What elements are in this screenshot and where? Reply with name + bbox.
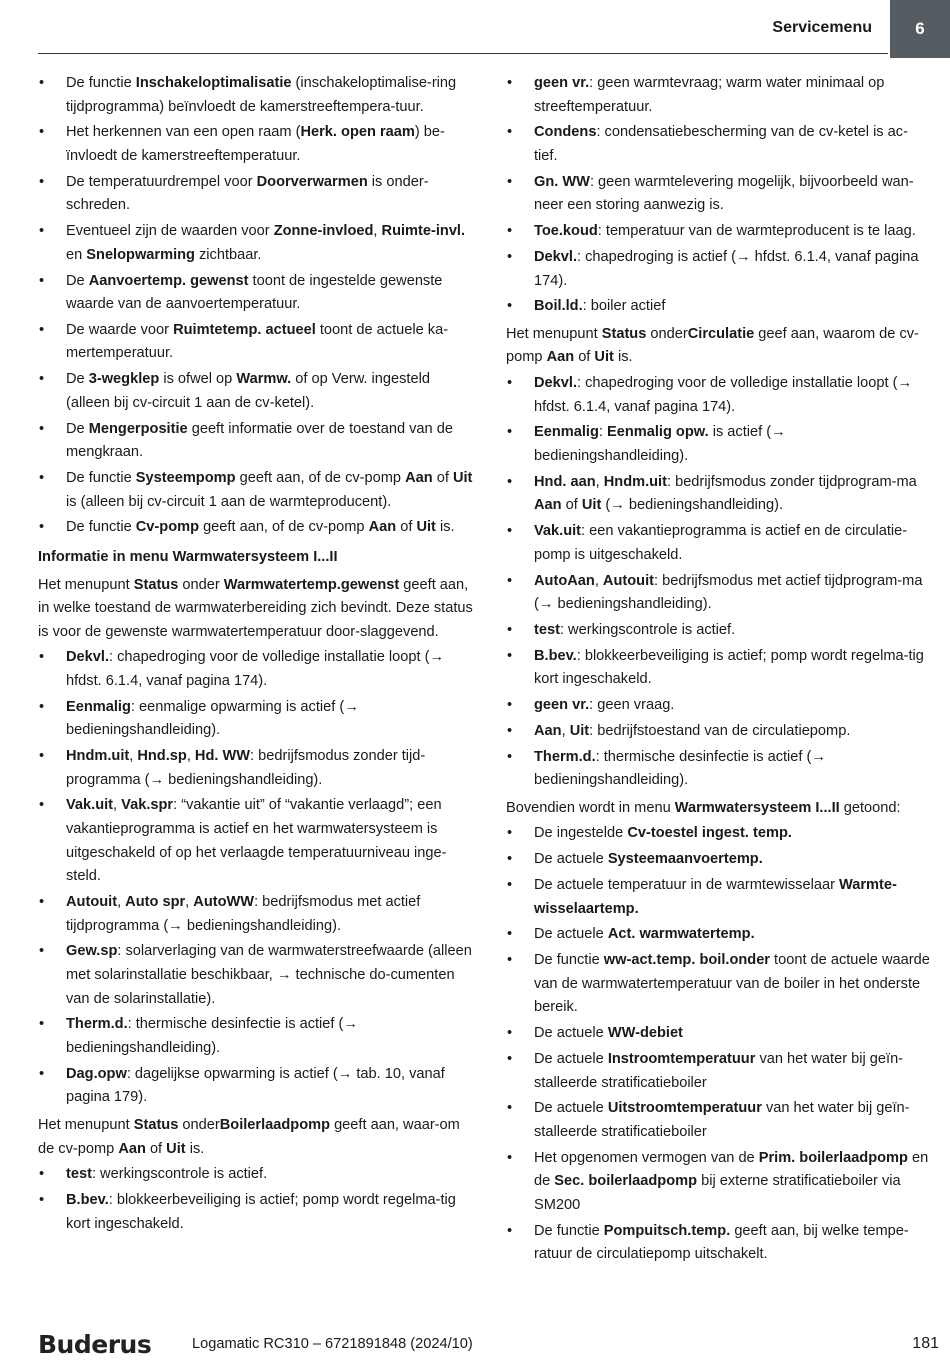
- text-run: : condensatiebescherming van de cv-ketel is ac-tief.: [534, 124, 908, 164]
- bold-term: Hnd. aan: [534, 473, 596, 490]
- list-item: [38, 72, 474, 119]
- text-run: is (alleen bij cv-circuit 1 aan de warmteproducent).: [66, 493, 392, 510]
- bold-term: Eenmalig: [534, 424, 599, 441]
- bold-term: Systeemaanvoertemp.: [607, 851, 763, 868]
- bold-term: Hndm.uit: [603, 473, 667, 490]
- text-run: getoond:: [839, 799, 901, 816]
- bold-term: Auto spr: [125, 894, 186, 911]
- bold-term: geen vr.: [534, 697, 590, 714]
- bold-term: Warmte-wisselaartemp.: [534, 877, 897, 917]
- list-item: [38, 121, 474, 168]
- text-run: is.: [435, 519, 455, 536]
- bold-term: Hndm.uit: [66, 748, 130, 765]
- bold-term: Vak.uit: [66, 797, 114, 814]
- list-item: [38, 1189, 474, 1236]
- bold-term: Vak.uit: [534, 523, 582, 540]
- text-run: of: [432, 470, 453, 486]
- text-run: :: [598, 424, 607, 441]
- bullet-list: [506, 72, 930, 319]
- bold-term: Herk. open raam: [300, 124, 415, 141]
- text-run: en de: [534, 1149, 929, 1190]
- list-item: [506, 220, 930, 244]
- list-item: [38, 467, 474, 514]
- text-run: ,: [113, 797, 122, 814]
- bullet-list: [38, 646, 474, 1110]
- section-heading: [38, 546, 474, 570]
- list-item: [506, 720, 930, 744]
- text-run: Bovendien wordt in menu: [506, 799, 675, 816]
- text-run: geeft informatie over de toestand van de mengkraan.: [66, 420, 453, 461]
- bold-term: Uit: [452, 470, 473, 486]
- right-column: [506, 72, 930, 1269]
- list-item: [506, 1022, 930, 1046]
- text-run: : bedrijfsmodus met actief tijdprogramma (→ bedieningshandleiding).: [66, 894, 421, 934]
- text-run: De ingestelde: [534, 825, 628, 842]
- bold-term: Instroomtemperatuur: [607, 1050, 756, 1067]
- list-item: [38, 1013, 474, 1060]
- text-run: : geen warmtevraag; warm water minimaal op streeftemperatuur.: [534, 75, 885, 115]
- bold-term: Uit: [569, 722, 590, 739]
- list-item: [506, 1048, 930, 1095]
- text-run: : chapedroging is actief (→ hfdst. 6.1.4, vanaf pagina 174).: [534, 248, 919, 289]
- text-run: zichtbaar.: [194, 246, 262, 263]
- bold-term: Uitstroomtemperatuur: [607, 1100, 762, 1117]
- text-run: geeft aan, of de cv-pomp: [199, 519, 369, 536]
- text-run: De: [66, 371, 89, 388]
- paragraph: [38, 1114, 474, 1161]
- bold-term: Ruimte-invl.: [381, 223, 466, 240]
- text-run: De functie: [66, 470, 136, 486]
- list-item: [38, 794, 474, 888]
- text-run: of: [396, 519, 417, 536]
- bold-term: ww-act.temp. boil.onder: [603, 952, 770, 969]
- text-run: : thermische desinfectie is actief (→ bedieningshandleiding).: [534, 748, 826, 789]
- bold-term: test: [534, 621, 560, 638]
- bold-term: geen vr.: [534, 75, 590, 91]
- bullet-list: [38, 72, 474, 540]
- bold-term: Dekvl.: [534, 375, 577, 392]
- bold-term: Prim. boilerlaadpomp: [758, 1149, 908, 1166]
- bold-term: Aan: [405, 470, 433, 486]
- list-item: [506, 295, 930, 319]
- bold-term: Autouit: [602, 572, 654, 589]
- list-item: [506, 1220, 930, 1267]
- bold-term: B.bev.: [66, 1191, 109, 1208]
- bold-term: Doorverwarmen: [256, 173, 368, 190]
- text-run: De functie: [66, 75, 136, 91]
- list-item: [506, 1147, 930, 1218]
- text-run: ,: [129, 748, 138, 765]
- text-run: : boiler actief: [582, 298, 666, 315]
- text-run: : thermische desinfectie is actief (→ bedieningshandleiding).: [66, 1016, 358, 1056]
- text-run: ) be-ïnvloedt de kamerstreeftemperatuur.: [66, 124, 445, 164]
- text-run: : werkingscontrole is actief.: [91, 1166, 268, 1183]
- bold-term: Zonne-invloed: [273, 223, 374, 240]
- text-run: ,: [185, 894, 194, 911]
- text-run: De actuele temperatuur in de warmtewisselaar: [534, 877, 839, 893]
- text-run: is ofwel op: [159, 371, 237, 388]
- text-run: geeft aan, bij welke tempe-ratuur de circulatiepomp uitschakelt.: [534, 1222, 909, 1263]
- list-item: [38, 940, 474, 1011]
- bullet-list: [506, 372, 930, 793]
- list-item: [506, 645, 930, 692]
- text-run: Het menupunt: [506, 325, 602, 342]
- document-reference: Logamatic RC310 – 6721891848 (2024/10): [192, 1336, 473, 1352]
- bold-term: Uit: [594, 349, 614, 366]
- list-item: [506, 471, 930, 518]
- text-run: ,: [594, 572, 603, 589]
- text-run: onder: [178, 576, 224, 593]
- bold-term: Vak.spr: [121, 797, 174, 814]
- text-run: geeft aan, waar-om de cv-pomp: [38, 1116, 460, 1157]
- bold-term: Pompuitsch.temp.: [603, 1222, 731, 1239]
- text-run: ,: [373, 223, 382, 240]
- list-item: [38, 745, 474, 792]
- list-item: [506, 421, 930, 468]
- text-run: toont de actuele waarde van de warmwatertemperatuur van de boiler in het onderste bereik.: [534, 952, 930, 1016]
- text-run: De actuele: [534, 1025, 608, 1042]
- header-rule: [38, 53, 888, 54]
- list-item: [38, 418, 474, 465]
- text-run: bij externe stratificatieboiler via SM200: [534, 1173, 901, 1213]
- text-run: : bedrijfsmodus zonder tijdprogram-ma: [666, 473, 917, 490]
- text-run: geeft aan, in welke toestand de warmwaterbereiding zich bevindt. Deze status is voor de gewenste warmwatertemperatuur door-slaggevend.: [38, 576, 473, 640]
- chapter-tab: 6: [890, 0, 950, 58]
- bold-term: B.bev.: [534, 647, 577, 664]
- text-run: (→ bedieningshandleiding).: [601, 497, 784, 514]
- list-item: [38, 270, 474, 317]
- list-item: [506, 619, 930, 643]
- text-run: Het menupunt: [38, 576, 134, 593]
- paragraph: [506, 797, 930, 821]
- bold-term: Circulatie: [687, 325, 755, 342]
- text-run: onder: [646, 325, 688, 342]
- text-run: is actief (→ bedieningshandleiding).: [534, 424, 786, 465]
- text-run: is.: [185, 1140, 205, 1157]
- bold-term: Condens: [534, 124, 597, 141]
- list-item: [506, 923, 930, 947]
- text-run: : geen warmtelevering mogelijk, bijvoorbeeld wan-neer een storing aanwezig is.: [534, 173, 914, 214]
- text-run: Het herkennen van een open raam (: [66, 124, 301, 141]
- bold-term: Uit: [581, 497, 602, 514]
- list-item: [506, 874, 930, 921]
- paragraph: [38, 574, 474, 645]
- bold-term: Therm.d.: [534, 748, 596, 765]
- text-run: : een vakantieprogramma is actief en de circulatie-pomp is uitgeschakeld.: [534, 523, 908, 563]
- list-item: [506, 72, 930, 119]
- text-run: ,: [561, 722, 570, 739]
- text-run: is onder-schreden.: [66, 173, 429, 214]
- bullet-list: [38, 1163, 474, 1236]
- text-run: Het opgenomen vermogen van de: [534, 1149, 759, 1166]
- bold-term: Systeempomp: [135, 470, 236, 486]
- bold-term: Aanvoertemp. gewenst: [88, 272, 249, 289]
- bold-term: Status: [133, 1116, 179, 1133]
- text-run: De functie: [534, 952, 604, 969]
- text-run: en: [66, 246, 87, 263]
- text-run: : “vakantie uit” of “vakantie verlaagd”; een vakantieprogramma is actief en het warmwatersysteem is uitgeschakeld of op het verlaagde temperatuurniveau inge-steld.: [66, 797, 447, 885]
- bold-term: Cv-pomp: [135, 519, 200, 536]
- text-run: : blokkeerbeveiliging is actief; pomp wordt regelma-tig kort ingeschakeld.: [66, 1191, 456, 1232]
- bold-term: Gn. WW: [534, 173, 590, 190]
- text-run: : solarverlaging van de warmwaterstreefwaarde (alleen met solarinstallatie beschikbaar, → technische do-cumenten van de solarinstallatie).: [66, 943, 472, 1007]
- text-run: : bedrijfstoestand van de circulatiepomp.: [589, 722, 851, 739]
- bold-term: Snelopwarming: [86, 246, 195, 263]
- bold-term: Therm.d.: [66, 1016, 128, 1033]
- text-run: toont de actuele ka-mertemperatuur.: [66, 321, 449, 362]
- text-run: geef aan, waarom de cv-pomp: [506, 325, 919, 366]
- left-column: [38, 72, 474, 1238]
- bold-term: AutoWW: [193, 894, 255, 911]
- bold-term: Mengerpositie: [88, 420, 188, 437]
- text-run: onder: [178, 1116, 220, 1133]
- bold-term: Sec. boilerlaadpomp: [554, 1173, 698, 1190]
- bold-term: Uit: [166, 1140, 186, 1157]
- text-run: : chapedroging voor de volledige installatie loopt (→ hfdst. 6.1.4, vanaf pagina 174).: [66, 649, 445, 689]
- list-item: [38, 368, 474, 415]
- bold-term: Dekvl.: [66, 649, 109, 666]
- text-run: : dagelijkse opwarming is actief (→ tab. 10, vanaf pagina 179).: [66, 1065, 445, 1106]
- list-item: [38, 220, 474, 267]
- bold-term: Cv-toestel ingest. temp.: [627, 825, 792, 842]
- page-number: 181: [912, 1335, 939, 1352]
- text-run: De actuele: [534, 1050, 608, 1067]
- list-item: [506, 746, 930, 793]
- text-run: van het water bij geïn-stalleerde stratificatieboiler: [534, 1050, 904, 1091]
- text-run: (inschakeloptimalise-ring tijdprogramma) beïnvloedt de kamerstreeftempera-tuur.: [66, 75, 457, 115]
- bold-term: Ruimtetemp. actueel: [173, 321, 316, 338]
- bold-term: Autouit: [66, 894, 118, 911]
- bold-term: Hd. WW: [194, 748, 251, 765]
- list-item: [506, 949, 930, 1020]
- bold-term: Boilerlaadpomp: [219, 1116, 331, 1133]
- text-run: De actuele: [534, 851, 608, 868]
- bold-term: Dag.opw: [66, 1065, 127, 1082]
- bold-term: Eenmalig opw.: [607, 424, 709, 441]
- list-item: [506, 694, 930, 718]
- list-item: [38, 171, 474, 218]
- bold-term: Act. warmwatertemp.: [607, 926, 755, 943]
- bold-term: Warmwatersysteem I...II: [674, 799, 840, 816]
- text-run: Het menupunt: [38, 1116, 134, 1133]
- bold-term: test: [66, 1166, 92, 1183]
- list-item: [506, 1097, 930, 1144]
- bold-term: Warmwatertemp.gewenst: [223, 576, 400, 593]
- bold-term: Aan: [534, 722, 562, 739]
- list-item: [38, 516, 474, 540]
- list-item: [38, 1063, 474, 1110]
- brand-logo: Buderus: [38, 1330, 152, 1359]
- bold-term: Status: [133, 576, 179, 593]
- bold-term: Informatie in menu Warmwatersysteem I...II: [38, 548, 338, 565]
- list-item: [38, 891, 474, 938]
- list-item: [506, 372, 930, 419]
- bold-term: Aan: [368, 519, 397, 536]
- text-run: ,: [117, 894, 126, 911]
- text-run: De: [66, 420, 89, 437]
- text-run: De functie: [66, 519, 136, 536]
- text-run: : werkingscontrole is actief.: [559, 621, 736, 638]
- bold-term: Gew.sp: [66, 943, 118, 960]
- text-run: : eenmalige opwarming is actief (→ bedieningshandleiding).: [66, 698, 359, 739]
- list-item: [506, 246, 930, 293]
- bold-term: AutoAan: [534, 572, 595, 589]
- bold-term: Aan: [546, 349, 575, 366]
- bold-term: Warmw.: [236, 371, 292, 388]
- text-run: De: [66, 272, 89, 289]
- list-item: [38, 1163, 474, 1187]
- list-item: [506, 121, 930, 168]
- text-run: : chapedroging voor de volledige installatie loopt (→ hfdst. 6.1.4, vanaf pagina 174).: [534, 375, 913, 415]
- text-run: of op Verw. ingesteld (alleen bij cv-circuit 1 aan de cv-ketel).: [66, 371, 430, 411]
- paragraph: [506, 323, 930, 370]
- section-title: Servicemenu: [772, 19, 872, 36]
- bold-term: Uit: [416, 519, 436, 536]
- text-run: is.: [613, 349, 633, 366]
- bold-term: Toe.koud: [534, 223, 598, 240]
- bold-term: 3-wegklep: [88, 371, 160, 388]
- text-run: of: [561, 497, 582, 514]
- text-run: of: [574, 349, 595, 366]
- text-run: geeft aan, of de cv-pomp: [235, 470, 406, 486]
- bold-term: Dekvl.: [534, 248, 577, 265]
- bold-term: Aan: [534, 497, 562, 514]
- list-item: [38, 646, 474, 693]
- text-run: of: [145, 1140, 167, 1157]
- bold-term: WW-debiet: [607, 1025, 683, 1042]
- text-run: : blokkeerbeveiliging is actief; pomp wordt regelma-tig kort ingeschakeld.: [534, 647, 924, 688]
- list-item: [506, 520, 930, 567]
- bold-term: Boil.ld.: [534, 298, 583, 315]
- text-run: ,: [186, 748, 195, 765]
- bold-term: Aan: [118, 1140, 146, 1157]
- text-run: Eventueel zijn de waarden voor: [66, 223, 274, 240]
- list-item: [506, 570, 930, 617]
- bold-term: Status: [601, 325, 647, 342]
- list-item: [506, 822, 930, 846]
- text-run: De actuele: [534, 926, 608, 943]
- bold-term: Hnd.sp: [137, 748, 187, 765]
- bullet-list: [506, 822, 930, 1266]
- list-item: [38, 696, 474, 743]
- text-run: : bedrijfsmodus met actief tijdprogram-ma (→ bedieningshandleiding).: [534, 572, 923, 613]
- list-item: [38, 319, 474, 366]
- text-run: : bedrijfsmodus zonder tijd-programma (→ bedieningshandleiding).: [66, 748, 426, 788]
- text-run: toont de ingestelde gewenste waarde van de aanvoertemperatuur.: [66, 272, 443, 313]
- text-run: De waarde voor: [66, 321, 174, 338]
- text-run: De actuele: [534, 1100, 608, 1117]
- list-item: [506, 171, 930, 218]
- list-item: [506, 848, 930, 872]
- text-run: van het water bij geïn-stalleerde stratificatieboiler: [534, 1100, 910, 1140]
- bold-term: Eenmalig: [66, 698, 131, 715]
- text-run: De functie: [534, 1222, 604, 1239]
- text-run: De temperatuurdrempel voor: [66, 173, 257, 190]
- text-run: ,: [595, 473, 604, 490]
- text-run: : temperatuur van de warmteproducent is te laag.: [597, 223, 916, 240]
- text-run: : geen vraag.: [589, 697, 675, 714]
- bold-term: Inschakeloptimalisatie: [135, 75, 292, 91]
